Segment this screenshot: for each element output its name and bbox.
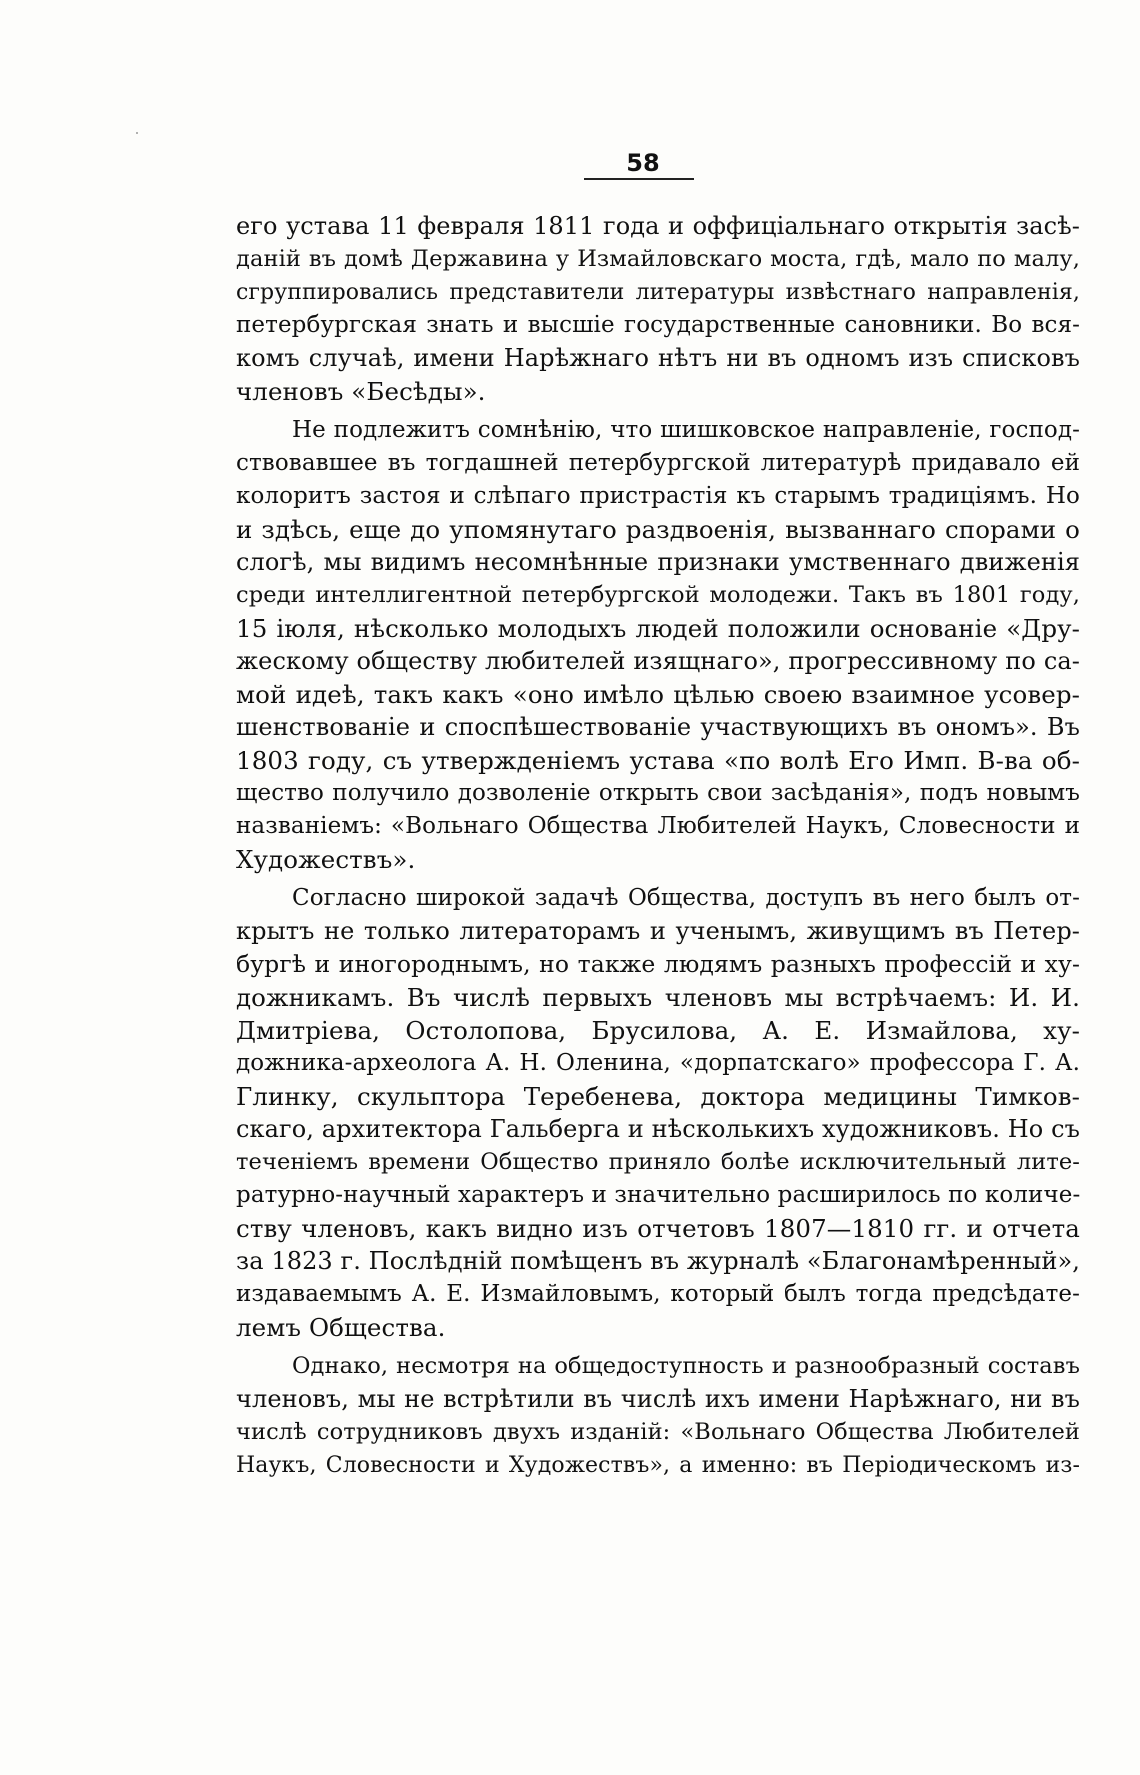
text-line: издаваемымъ А. Е. Измайловымъ, который былъ тогда предсѣдате- <box>236 1281 1080 1307</box>
text-line: Глинку, скульптора Теребенева, доктора медицины Тимков- <box>236 1082 1080 1111</box>
text-line: ратурно-научный характеръ и значительно расширилось по количе- <box>236 1182 1081 1208</box>
text-line: щество получило дозволеніе открыть свои засѣданія», подъ новымъ <box>236 780 1080 806</box>
text-line: ствовавшее въ тогдашней петербургской литературѣ придавало ей <box>236 450 1080 476</box>
text-line: дожникамъ. Въ числѣ первыхъ членовъ мы встрѣчаемъ: И. И. <box>236 983 1080 1012</box>
paragraph-4 <box>236 1350 1080 1482</box>
text-line: шенствованіе и споспѣшествованіе участвующихъ въ ономъ». Въ <box>236 713 1080 741</box>
scan-speck <box>136 132 138 134</box>
text-line: Однако, несмотря на общедоступность и разнообразный составъ <box>292 1353 1080 1379</box>
text-line: за 1823 г. Послѣдній помѣщенъ въ журналѣ «Благонамѣренный», <box>236 1247 1081 1275</box>
body-text <box>236 210 1080 1482</box>
text-line: членовъ «Бесѣды». <box>236 377 486 406</box>
text-line: названіемъ: «Вольнаго Общества Любителей Наукъ, Словесности и <box>236 813 1080 839</box>
text-line: Согласно широкой задачѣ Общества, доступъ въ него былъ от- <box>292 885 1080 911</box>
text-line: ству членовъ, какъ видно изъ отчетовъ 1807—1810 гг. и отчета <box>236 1214 1080 1243</box>
text-line: дожника-археолога А. Н. Оленина, «дорпатскаго» профессора Г. А. <box>236 1050 1080 1076</box>
paragraph-1 <box>236 210 1080 408</box>
text-line: членовъ, мы не встрѣтили въ числѣ ихъ имени Нарѣжнаго, ни въ <box>236 1385 1080 1413</box>
text-line: скаго, архитектора Гальберга и нѣсколькихъ художниковъ. Но съ <box>236 1115 1080 1143</box>
text-line: Художествъ». <box>236 845 416 874</box>
text-line: 1803 году, съ утвержденіемъ устава «по волѣ Его Имп. В-ва об- <box>236 746 1080 775</box>
text-line: его устава 11 февраля 1811 года и оффиціальнаго открытія засѣ- <box>236 212 1080 240</box>
text-line: слогѣ, мы видимъ несомнѣнные признаки умственнаго движенія <box>236 548 1080 576</box>
page-number-rule <box>584 178 694 180</box>
page-number: 58 <box>626 149 660 177</box>
text-line: жескому обществу любителей изящнаго», прогрессивному по са- <box>236 647 1080 675</box>
text-line: 15 іюля, нѣсколько молодыхъ людей положили основаніе «Дру- <box>236 614 1080 643</box>
text-line: крытъ не только литераторамъ и ученымъ, живущимъ въ Петер- <box>236 917 1080 945</box>
text-line: петербургская знать и высшіе государственные сановники. Во вся- <box>236 312 1080 338</box>
text-line: комъ случаѣ, имени Нарѣжнаго нѣтъ ни въ одномъ изъ списковъ <box>236 344 1080 372</box>
text-line: колоритъ застоя и слѣпаго пристрастія къ старымъ традиціямъ. Но <box>236 483 1080 509</box>
text-line: среди интеллигентной петербургской молодежи. Такъ въ 1801 году, <box>236 582 1080 608</box>
text-line: и здѣсь, еще до упомянутаго раздвоенія, вызваннаго спорами о <box>236 515 1080 544</box>
text-line: лемъ Общества. <box>236 1313 446 1342</box>
text-line: Дмитріева, Остолопова, Брусилова, А. Е. Измайлова, ху- <box>236 1016 1080 1045</box>
text-line: Наукъ, Словесности и Художествъ», а именно: въ Періодическомъ из- <box>236 1453 1080 1478</box>
paragraph-3 <box>236 882 1080 1344</box>
text-line: Не подлежитъ сомнѣнію, что шишковское направленіе, господ- <box>292 417 1080 443</box>
text-line: числѣ сотрудниковъ двухъ изданій: «Вольнаго Общества Любителей <box>236 1419 1080 1445</box>
paragraph-2 <box>236 414 1080 876</box>
text-line: теченіемъ времени Общество приняло болѣе исключительный лите- <box>236 1149 1080 1175</box>
text-line: даній въ домѣ Державина у Измайловскаго моста, гдѣ, мало по малу, <box>236 246 1080 272</box>
text-line: мой идеѣ, такъ какъ «оно имѣло цѣлью своею взаимное усовер- <box>236 680 1080 709</box>
text-line: бургѣ и иногороднымъ, но также людямъ разныхъ профессій и ху- <box>236 950 1080 978</box>
text-line: сгруппировались представители литературы извѣстнаго направленія, <box>236 280 1080 305</box>
